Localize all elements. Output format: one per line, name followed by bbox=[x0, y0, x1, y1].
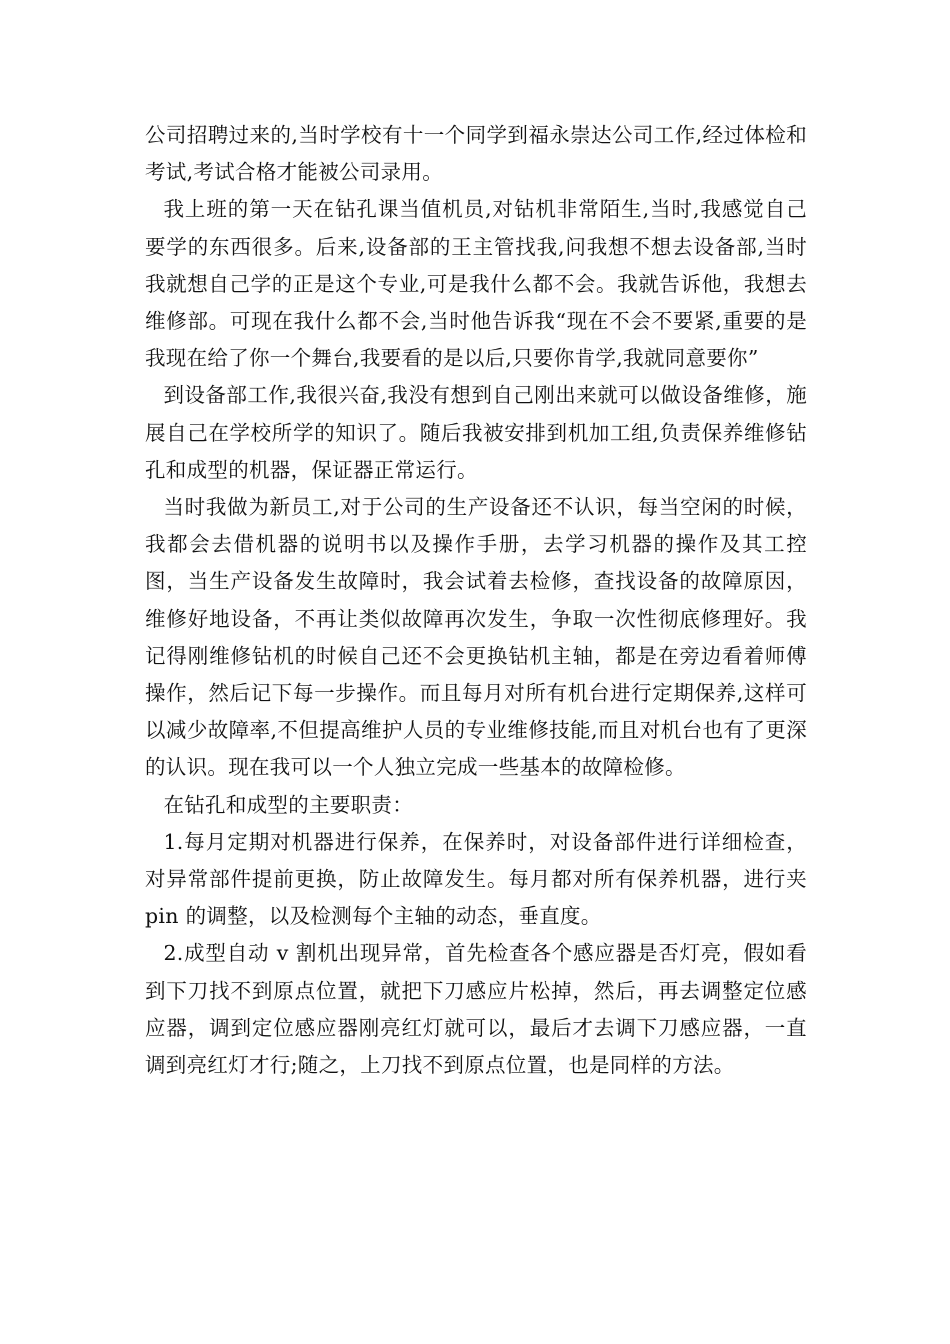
paragraph-intro: 公司招聘过来的,当时学校有十一个同学到福永崇达公司工作,经过体检和考试,考试合格才能被公司录用。 bbox=[145, 123, 807, 185]
document-body bbox=[145, 117, 807, 1084]
paragraph-equipment-dept: 到设备部工作,我很兴奋,我没有想到自己刚出来就可以做设备维修，施展自己在学校所学的知识了。随后我被安排到机加工组,负责保养维修钻孔和成型的机器，保证器正常运行。 bbox=[145, 383, 807, 482]
paragraph-new-employee: 当时我做为新员工,对于公司的生产设备还不认识，每当空闲的时候，我都会去借机器的说明书以及操作手册，去学习机器的操作及其工控图，当生产设备发生故障时，我会试着去检修，查找设备的故障原因，维修好地设备，不再让类似故障再次发生，争取一次性彻底修理好。我记得刚维修钻机的时候自己还不会更换钻机主轴，都是在旁边看着师傅操作，然后记下每一步操作。而且每月对所有机台进行定期保养,这样可以减少故障率,不但提高维护人员的专业维修技能,而且对机台也有了更深的认识。现在我可以一个人独立完成一些基本的故障检修。 bbox=[145, 495, 807, 780]
paragraph-duty-2: 2.成型自动 v 割机出现异常，首先检查各个感应器是否灯亮，假如看到下刀找不到原点位置，就把下刀感应片松掉，然后，再去调整定位感应器，调到定位感应器刚亮红灯就可以，最后才去调下刀感应器，一直调到亮红灯才行;随之，上刀找不到原点位置，也是同样的方法。 bbox=[145, 941, 807, 1078]
paragraph-duties-heading: 在钻孔和成型的主要职责： bbox=[163, 792, 414, 817]
paragraph-first-day: 我上班的第一天在钻孔课当值机员,对钻机非常陌生,当时,我感觉自己要学的东西很多。后来,设备部的王主管找我,问我想不想去设备部,当时我就想自己学的正是这个专业,可是我什么都不会。我就告诉他，我想去维修部。可现在我什么都不会,当时他告诉我“现在不会不要紧,重要的是我现在给了你一个舞台,我要看的是以后,只要你肯学,我就同意要你” bbox=[145, 197, 807, 371]
paragraph-duty-1: 1.每月定期对机器进行保养，在保养时，对设备部件进行详细检查，对异常部件提前更换，防止故障发生。每月都对所有保养机器，进行夹 pin 的调整，以及检测每个主轴的动态，垂直度。 bbox=[145, 829, 807, 929]
